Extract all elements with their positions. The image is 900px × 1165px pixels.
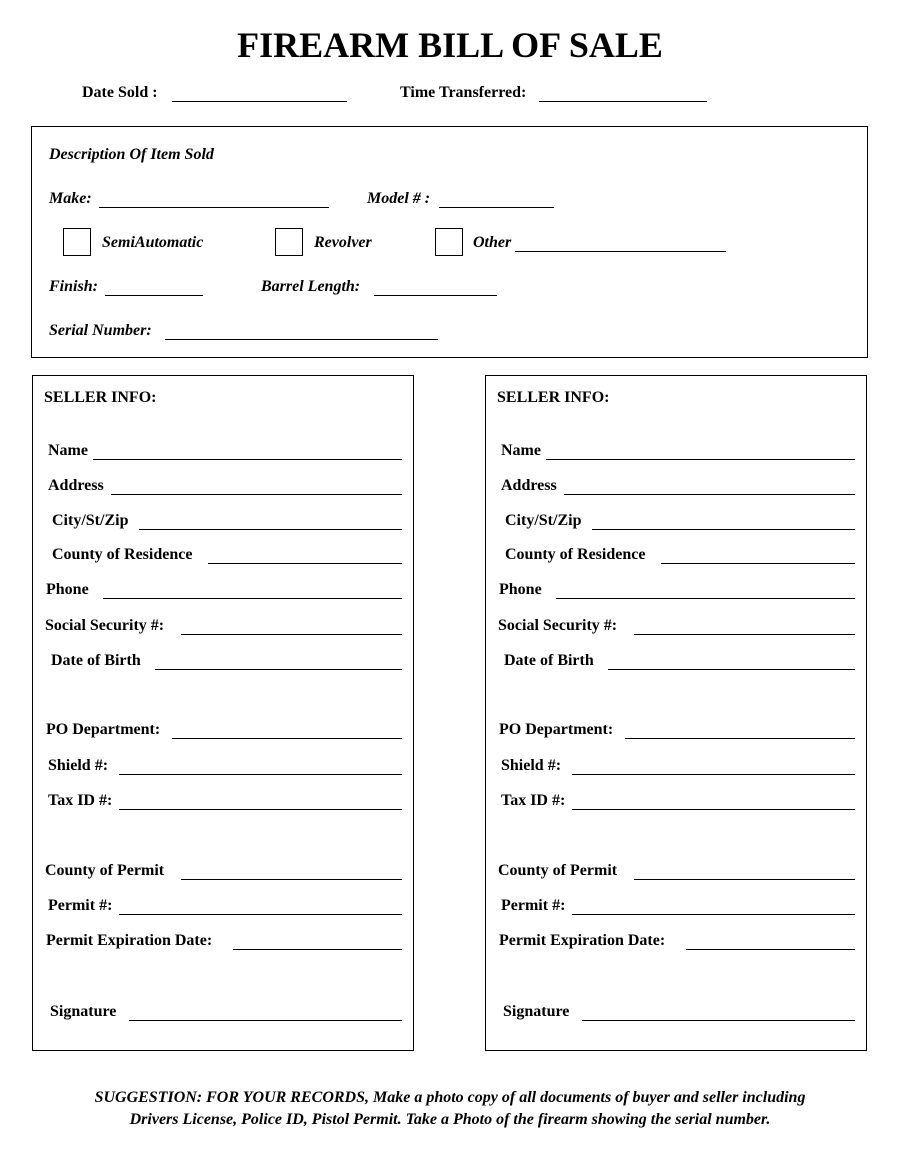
make-label: Make: xyxy=(49,190,92,207)
semiautomatic-checkbox[interactable] xyxy=(63,228,91,256)
phone-field[interactable] xyxy=(556,598,855,599)
model-field[interactable] xyxy=(439,207,554,208)
date-sold-label: Date Sold : xyxy=(82,84,158,101)
field-row-permit-expiration xyxy=(33,932,413,954)
field-row-county xyxy=(33,546,413,568)
field-row-ssn xyxy=(33,617,413,639)
po-department-field[interactable] xyxy=(625,738,855,739)
name-field[interactable] xyxy=(546,459,855,460)
time-transferred-label: Time Transferred: xyxy=(400,84,527,101)
description-heading: Description Of Item Sold xyxy=(49,146,214,163)
field-row-ssn xyxy=(486,617,866,639)
po-department-field[interactable] xyxy=(172,738,402,739)
county-of-residence-field[interactable] xyxy=(208,563,402,564)
tax-id-field[interactable] xyxy=(572,809,855,810)
serial-number-field[interactable] xyxy=(165,339,438,340)
item-description-box xyxy=(31,126,868,358)
panel-heading: SELLER INFO: xyxy=(44,389,157,406)
date-sold-field[interactable] xyxy=(172,101,347,102)
permit-expiration-field[interactable] xyxy=(686,949,855,950)
field-row-name xyxy=(486,442,866,464)
barrel-length-label: Barrel Length: xyxy=(261,278,361,295)
field-row-signature xyxy=(486,1003,866,1025)
field-label: City/St/Zip xyxy=(505,512,582,529)
field-label: PO Department: xyxy=(46,721,161,738)
finish-field[interactable] xyxy=(105,295,203,296)
signature-field[interactable] xyxy=(582,1020,855,1021)
time-transferred-field[interactable] xyxy=(539,101,707,102)
address-field[interactable] xyxy=(564,494,855,495)
other-field[interactable] xyxy=(515,251,726,252)
field-row-dob xyxy=(33,652,413,674)
panel-heading: SELLER INFO: xyxy=(497,389,610,406)
field-row-county xyxy=(486,546,866,568)
field-label: Address xyxy=(501,477,557,494)
field-label: County of Residence xyxy=(52,546,193,563)
field-row-shield xyxy=(486,757,866,779)
shield-field[interactable] xyxy=(572,774,855,775)
field-label: County of Permit xyxy=(45,862,165,879)
seller-info-panel-right xyxy=(485,375,867,1051)
field-label: Social Security #: xyxy=(498,617,618,634)
field-label: Tax ID #: xyxy=(48,792,113,809)
field-row-po-department xyxy=(33,721,413,743)
field-row-name xyxy=(33,442,413,464)
social-security-field[interactable] xyxy=(634,634,855,635)
barrel-length-field[interactable] xyxy=(374,295,497,296)
field-row-permit-expiration xyxy=(486,932,866,954)
field-row-shield xyxy=(33,757,413,779)
field-label: Phone xyxy=(499,581,542,598)
field-label: Date of Birth xyxy=(504,652,594,669)
serial-number-label: Serial Number: xyxy=(49,322,152,339)
field-row-po-department xyxy=(486,721,866,743)
field-row-dob xyxy=(486,652,866,674)
permit-number-field[interactable] xyxy=(572,914,855,915)
field-row-city xyxy=(33,512,413,534)
document-title: FIREARM BILL OF SALE xyxy=(237,25,663,65)
field-row-permit xyxy=(486,897,866,919)
field-label: Signature xyxy=(50,1003,117,1020)
signature-field[interactable] xyxy=(129,1020,402,1021)
footer-suggestion-line-1: SUGGESTION: FOR YOUR RECORDS, Make a photo copy of all documents of buyer and seller including xyxy=(94,1089,806,1106)
footer-suggestion-line-2: Drivers License, Police ID, Pistol Permit. Take a Photo of the firearm showing the serial number. xyxy=(129,1111,771,1128)
county-of-permit-field[interactable] xyxy=(181,879,402,880)
county-of-residence-field[interactable] xyxy=(661,563,855,564)
social-security-field[interactable] xyxy=(181,634,402,635)
field-row-county-permit xyxy=(486,862,866,884)
field-label: City/St/Zip xyxy=(52,512,129,529)
field-label: Permit #: xyxy=(501,897,566,914)
revolver-label: Revolver xyxy=(314,234,372,251)
field-label: Permit Expiration Date: xyxy=(46,932,213,949)
field-row-address xyxy=(33,477,413,499)
field-label: Permit Expiration Date: xyxy=(499,932,666,949)
field-row-county-permit xyxy=(33,862,413,884)
field-label: County of Permit xyxy=(498,862,618,879)
field-label: Address xyxy=(48,477,104,494)
other-checkbox[interactable] xyxy=(435,228,463,256)
field-label: Signature xyxy=(503,1003,570,1020)
field-label: County of Residence xyxy=(505,546,646,563)
seller-info-panel-left xyxy=(32,375,414,1051)
field-row-phone xyxy=(33,581,413,603)
date-of-birth-field[interactable] xyxy=(155,669,402,670)
permit-expiration-field[interactable] xyxy=(233,949,402,950)
shield-field[interactable] xyxy=(119,774,402,775)
permit-number-field[interactable] xyxy=(119,914,402,915)
date-of-birth-field[interactable] xyxy=(608,669,855,670)
field-row-signature xyxy=(33,1003,413,1025)
revolver-checkbox[interactable] xyxy=(275,228,303,256)
field-row-tax-id xyxy=(486,792,866,814)
field-row-tax-id xyxy=(33,792,413,814)
address-field[interactable] xyxy=(111,494,402,495)
city-st-zip-field[interactable] xyxy=(592,529,855,530)
field-label: Tax ID #: xyxy=(501,792,566,809)
field-label: Name xyxy=(48,442,88,459)
name-field[interactable] xyxy=(93,459,402,460)
model-label: Model # : xyxy=(367,190,431,207)
field-label: Name xyxy=(501,442,541,459)
field-row-address xyxy=(486,477,866,499)
field-label: Phone xyxy=(46,581,89,598)
field-label: Social Security #: xyxy=(45,617,165,634)
finish-label: Finish: xyxy=(49,278,98,295)
field-label: Shield #: xyxy=(501,757,562,774)
field-label: Permit #: xyxy=(48,897,113,914)
field-label: Shield #: xyxy=(48,757,109,774)
make-field[interactable] xyxy=(99,207,329,208)
other-label: Other xyxy=(473,234,512,251)
field-row-phone xyxy=(486,581,866,603)
city-st-zip-field[interactable] xyxy=(139,529,402,530)
field-label: PO Department: xyxy=(499,721,614,738)
field-label: Date of Birth xyxy=(51,652,141,669)
county-of-permit-field[interactable] xyxy=(634,879,855,880)
semiautomatic-label: SemiAutomatic xyxy=(102,234,204,251)
field-row-city xyxy=(486,512,866,534)
field-row-permit xyxy=(33,897,413,919)
phone-field[interactable] xyxy=(103,598,402,599)
tax-id-field[interactable] xyxy=(119,809,402,810)
